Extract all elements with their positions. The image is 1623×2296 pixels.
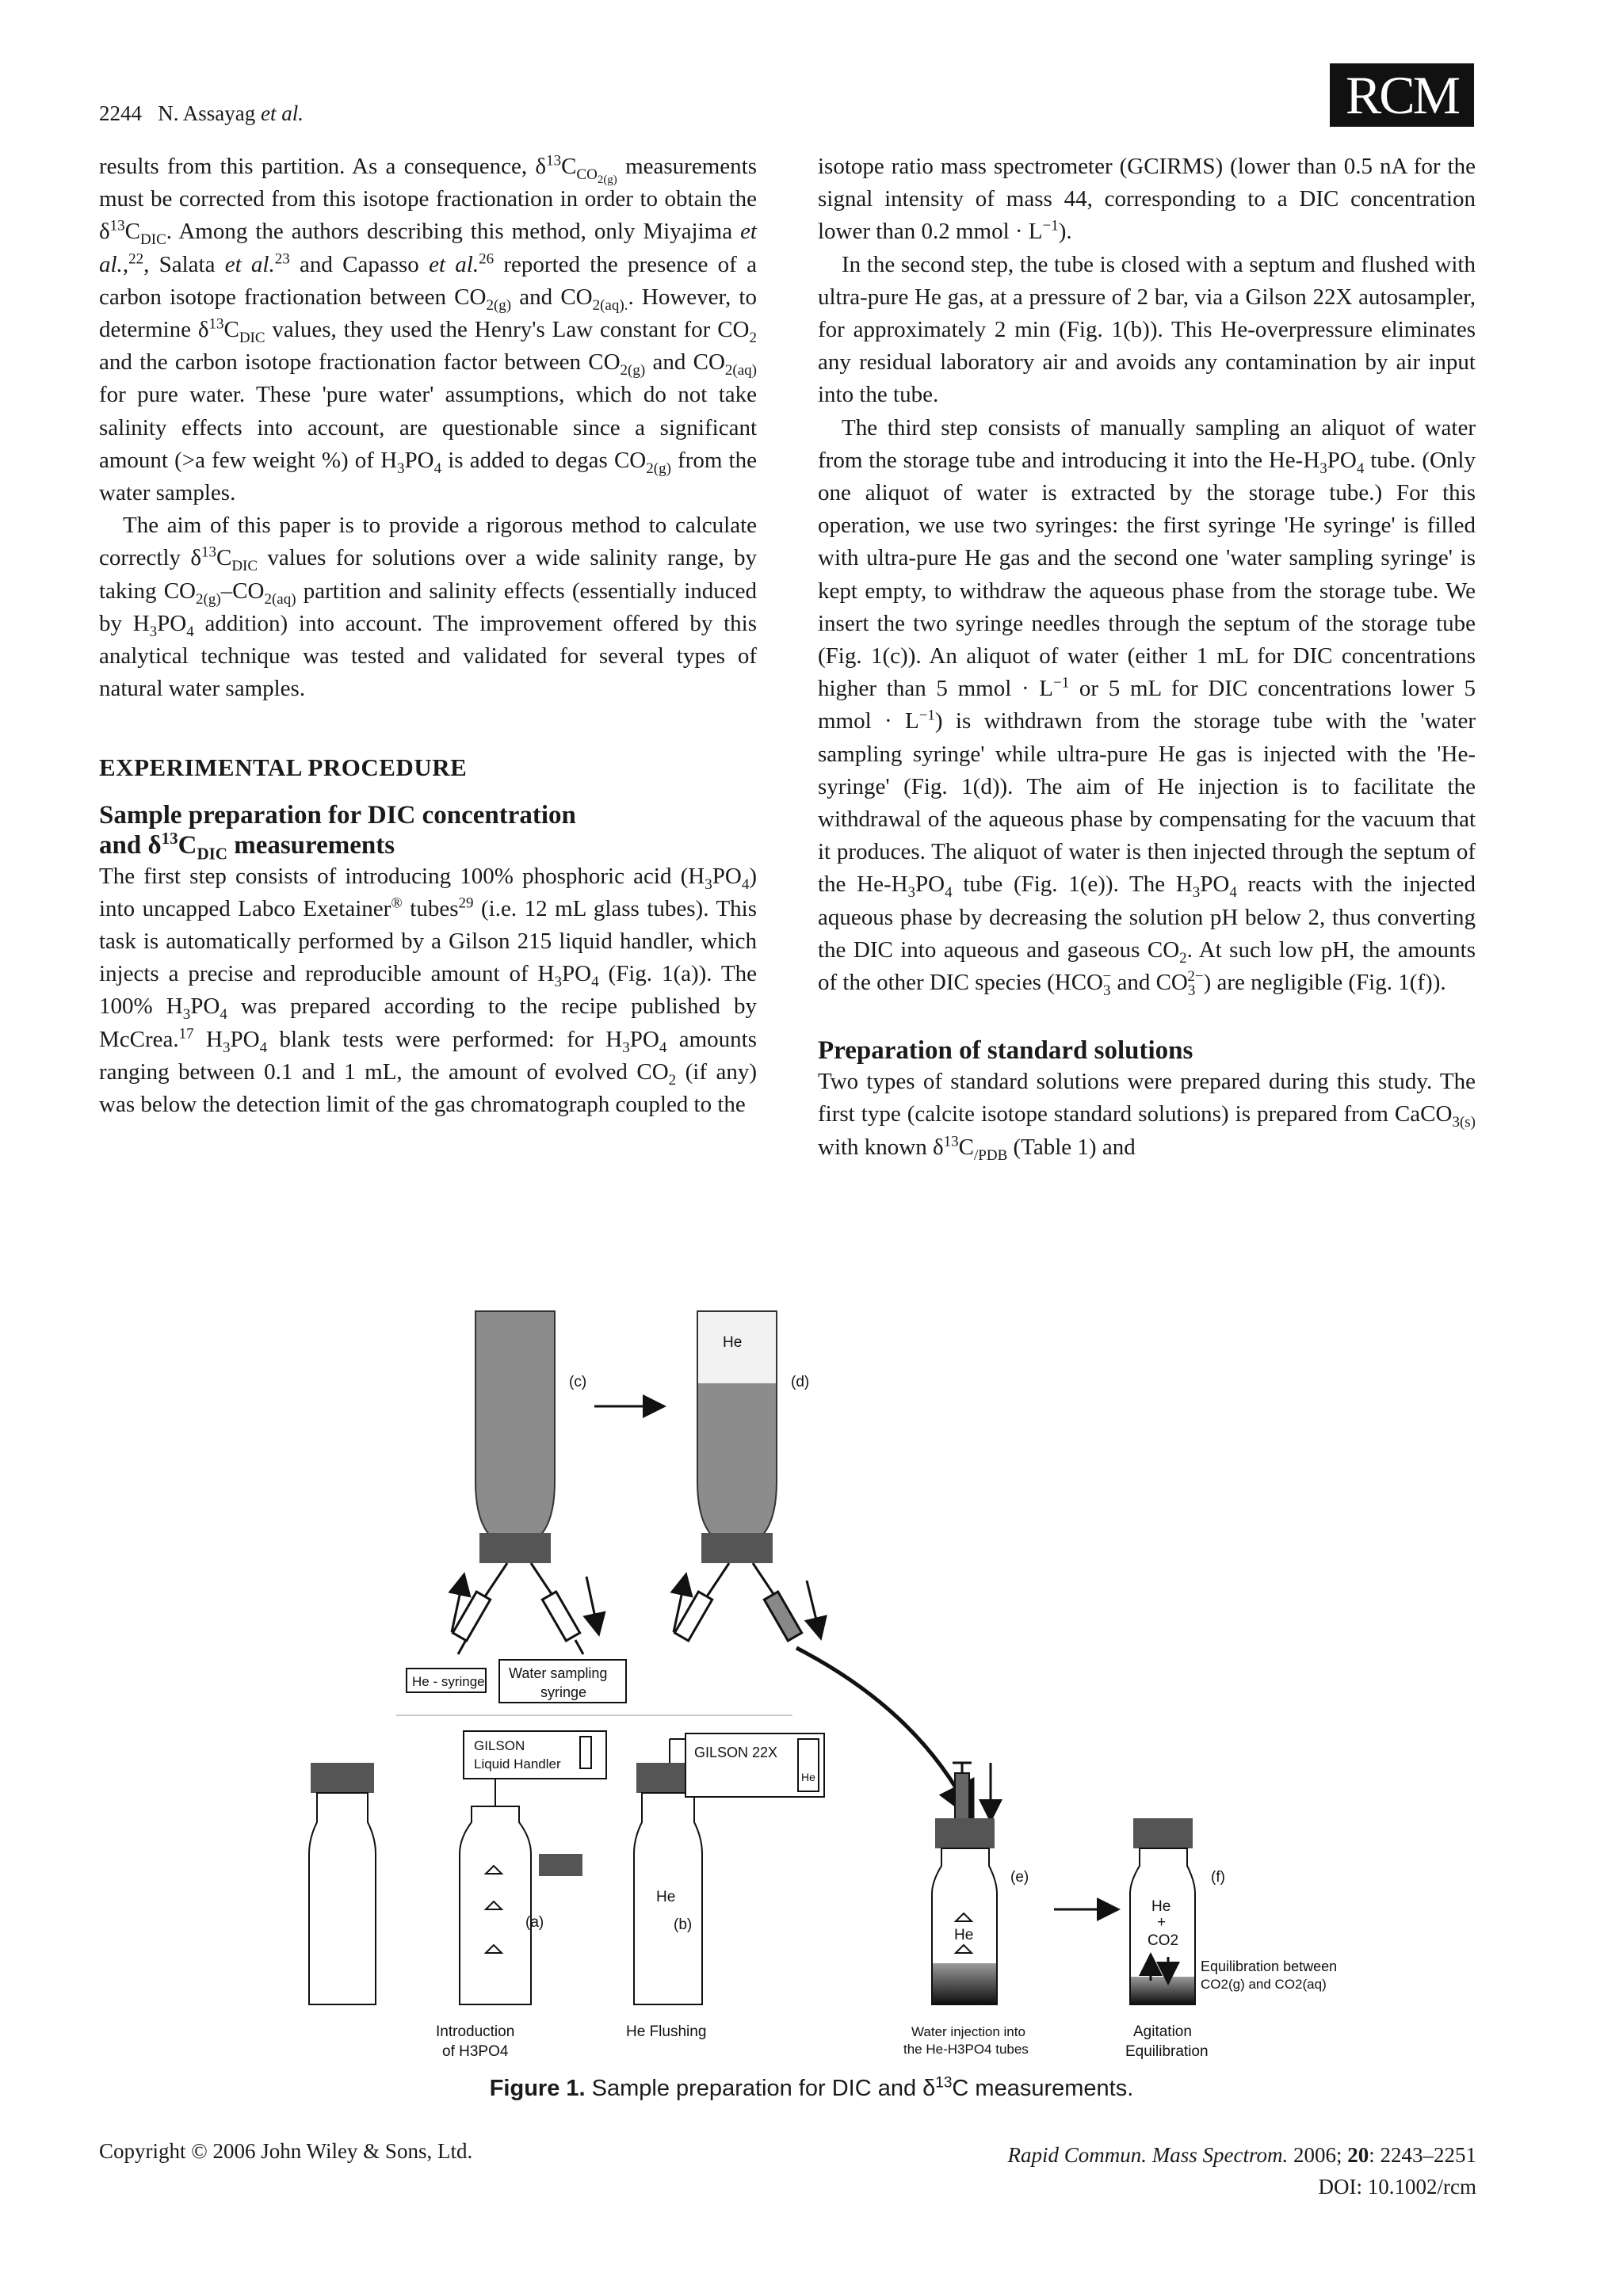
- left-paragraph-3: The first step consists of introducing 100% phosphoric acid $(H_3PO_4)$ into uncapped Labco Exetainer® tubes$^{29}$ (i.e. 12 mL glass tubes). This task is automatically performed by a Gilson 215 liquid handler, which injects a precise and reproducible amount of $H_3PO_4$ (Fig. 1(a)). The 100% $H_3PO_4$ was prepared according to the recipe published by McCrea.$^{17}$ $H_3PO_4$ blank tests were performed: for $H_3PO_4$ amounts ranging between 0.1 and 1 mL, the amount of evolved $CO_2$ (if any) was below the detection limit of the gas chromatograph coupled to the: [99, 863, 758, 1118]
- label-plus: +: [1157, 1914, 1167, 1931]
- water-syringe-label-2: syringe: [540, 1684, 587, 1700]
- citation-line: Rapid Commun. Mass Spectrom. 2006; 20: 2243–2251: [1007, 2143, 1476, 2167]
- section-heading-experimental: EXPERIMENTAL PROCEDURE: [99, 753, 468, 782]
- label-co2: CO2: [1148, 1932, 1179, 1949]
- septum-c: [479, 1533, 551, 1563]
- right-paragraph-2: In the second step, the tube is closed with a septum and flushed with ultra-pure He gas, at a pressure of 2 bar, via a Gilson 22X autosampler, for approximately 2 min (Fig. 1(b)). This He-overpressure eliminates any residual laboratory air and avoids any contamination by air input into the tube.: [818, 251, 1476, 408]
- label-f: (f): [1211, 1869, 1225, 1886]
- gilson22x-he-label: He: [801, 1771, 815, 1783]
- tube-e: [932, 1763, 997, 2004]
- water-syringe-label-1: Water sampling: [509, 1665, 608, 1681]
- label-he-b: He: [656, 1889, 676, 1905]
- citation-block: [1007, 2139, 1476, 2203]
- caption-flush: He Flushing: [626, 2023, 707, 2040]
- label-b: (b): [674, 1917, 693, 1933]
- figure-1-caption: Figure 1. Sample preparation for DIC and $\delta^{13}C$ measurements.: [489, 2074, 1134, 2101]
- label-a: (a): [525, 1914, 544, 1931]
- subsection-heading-standards: Preparation of standard solutions: [818, 1036, 1193, 1066]
- label-he-top: He: [723, 1334, 743, 1351]
- empty-tube: [309, 1763, 376, 2004]
- caption-intro-2: of H3PO4: [442, 2043, 509, 2060]
- label-d: (d): [791, 1374, 810, 1390]
- storage-tube-c: [475, 1311, 555, 1563]
- subsection-heading-sample-prep: Sample preparation for DIC concentration and $\delta^{13}C_{DIC}$ measurements: [99, 800, 576, 864]
- septum-loose: [539, 1854, 582, 1876]
- right-column: [818, 151, 1476, 1164]
- figure-1-label: Figure 1.: [489, 2076, 586, 2101]
- left-paragraph-2: The aim of this paper is to provide a rigorous method to calculate correctly $\delta^{13}C_{DIC}$ values for solutions over a wide salinity range, by taking $CO_{2(g)}-CO_{2(aq)}$ partition and salinity effects (essentially induced by $H_3PO_4$ addition) into account. The improvement offered by this analytical technique was tested and validated for several types of natural water samples.: [99, 513, 757, 702]
- copyright-notice: Copyright © 2006 John Wiley & Sons, Ltd.: [99, 2139, 473, 2163]
- syringes-d: [674, 1563, 820, 1641]
- figure-1-diagram: [301, 1299, 1490, 2068]
- label-e: (e): [1010, 1869, 1029, 1886]
- right-paragraph-4: Two types of standard solutions were prepared during this study. The first type (calcite isotope standard solutions) is prepared from CaCO$_{3(s)}$ with known $\delta^{13}C_{/PDB}$ (Table 1) and: [818, 1069, 1476, 1164]
- doi: DOI: 10.1002/rcm: [1318, 2175, 1476, 2199]
- header-authors: N. Assayag: [158, 101, 256, 125]
- tube-b: [634, 1763, 702, 2004]
- tube-a: [460, 1806, 531, 2004]
- caption-agitation-1: Agitation: [1133, 2023, 1192, 2040]
- right-paragraph-1: isotope ratio mass spectrometer (GCIRMS) (lower than 0.5 nA for the signal intensity of mass 44, corresponding to a DIC concentration lower than 0.2 mmol · $L^{-1}$).: [818, 154, 1476, 245]
- gilson-label-2: Liquid Handler: [474, 1756, 561, 1772]
- header-et-al: et al.: [261, 101, 304, 125]
- left-column: [99, 151, 757, 1121]
- gilson22x-label: GILSON 22X: [694, 1745, 778, 1760]
- caption-agitation-2: Equilibration: [1125, 2043, 1209, 2060]
- caption-water-injection-1: Water injection into: [911, 2024, 1025, 2039]
- caption-water-injection-2: the He-H3PO4 tubes: [903, 2042, 1029, 2057]
- journal-logo: RCM: [1330, 63, 1474, 127]
- gilson-label-1: GILSON: [474, 1738, 525, 1753]
- right-paragraph-3: The third step consists of manually sampling an aliquot of water from the storage tube and introducing it into the $He-H_3PO_4$ tube. (Only one aliquot of water is extracted by the storage tube.) For this operation, we use two syringes: the first syringe 'He syringe' is filled with ultra-pure He gas and the second one 'water sampling syringe' is kept empty, to withdraw the aqueous phase from the storage tube. We insert the two syringe needles through the septum of the storage tube (Fig. 1(c)). An aliquot of water (either 1 mL for DIC concentrations higher than 5 mmol · $L^{-1}$ or 5 mL for DIC concentrations lower 5 mmol · $L^{-1}$) is withdrawn from the storage tube with the 'water sampling syringe' while ultra-pure He gas is injected with the 'He-syringe' (Fig. 1(d)). The aim of He injection is to facilitate the withdrawal of the aqueous phase by compensating for the vacuum that it produces. The aliquot of water is then injected through the septum of the $He-H_3PO_4$ tube (Fig. 1(e)). The $H_3PO_4$ reacts with the injected aqueous phase by decreasing the solution pH below 2, thus converting the DIC into aqueous and gaseous $CO_2$. At such low pH, the amounts of the other DIC species ($HCO_3^-$ and $CO_3^{2-}$) are negligible (Fig. 1(f)).: [818, 414, 1476, 999]
- left-paragraph-1: results from this partition. As a consequence, $\delta^{13}C_{CO_{2(g)}}$ measurements must be corrected from this isotope fractionation in order to obtain the $\delta^{13}C_{DIC}$. Among the authors describing this method, only Miyajima et al.,$^{22}$, Salata et al.$^{23}$ and Capasso et al.$^{26}$ reported the presence of a carbon isotope fractionation between $CO_{2(g)}$ and $CO_{2(aq).}$. However, to determine $\delta^{13}C_{DIC}$ values, they used the Henry's Law constant for $CO_2$ and the carbon isotope fractionation factor between $CO_{2(g)}$ and $CO_{2(aq)}$ for pure water. These 'pure water' assumptions, which do not take salinity effects into account, are questionable since a significant amount (>a few weight %) of $H_3PO_4$ is added to degas $CO_{2(g)}$ from the water samples.: [99, 152, 758, 506]
- he-syringe-label: He - syringe: [412, 1674, 485, 1689]
- caption-intro-1: Introduction: [436, 2023, 515, 2040]
- label-c: (c): [569, 1374, 587, 1390]
- label-he-f: He: [1151, 1898, 1171, 1915]
- equilibration-label-1: Equilibration between: [1201, 1958, 1338, 1974]
- running-header: [99, 101, 304, 126]
- label-he-e: He: [954, 1927, 974, 1943]
- syringes-c: [452, 1563, 598, 1654]
- equilibration-label-2: CO2(g) and CO2(aq): [1201, 1977, 1327, 1992]
- page-number: 2244: [99, 101, 142, 125]
